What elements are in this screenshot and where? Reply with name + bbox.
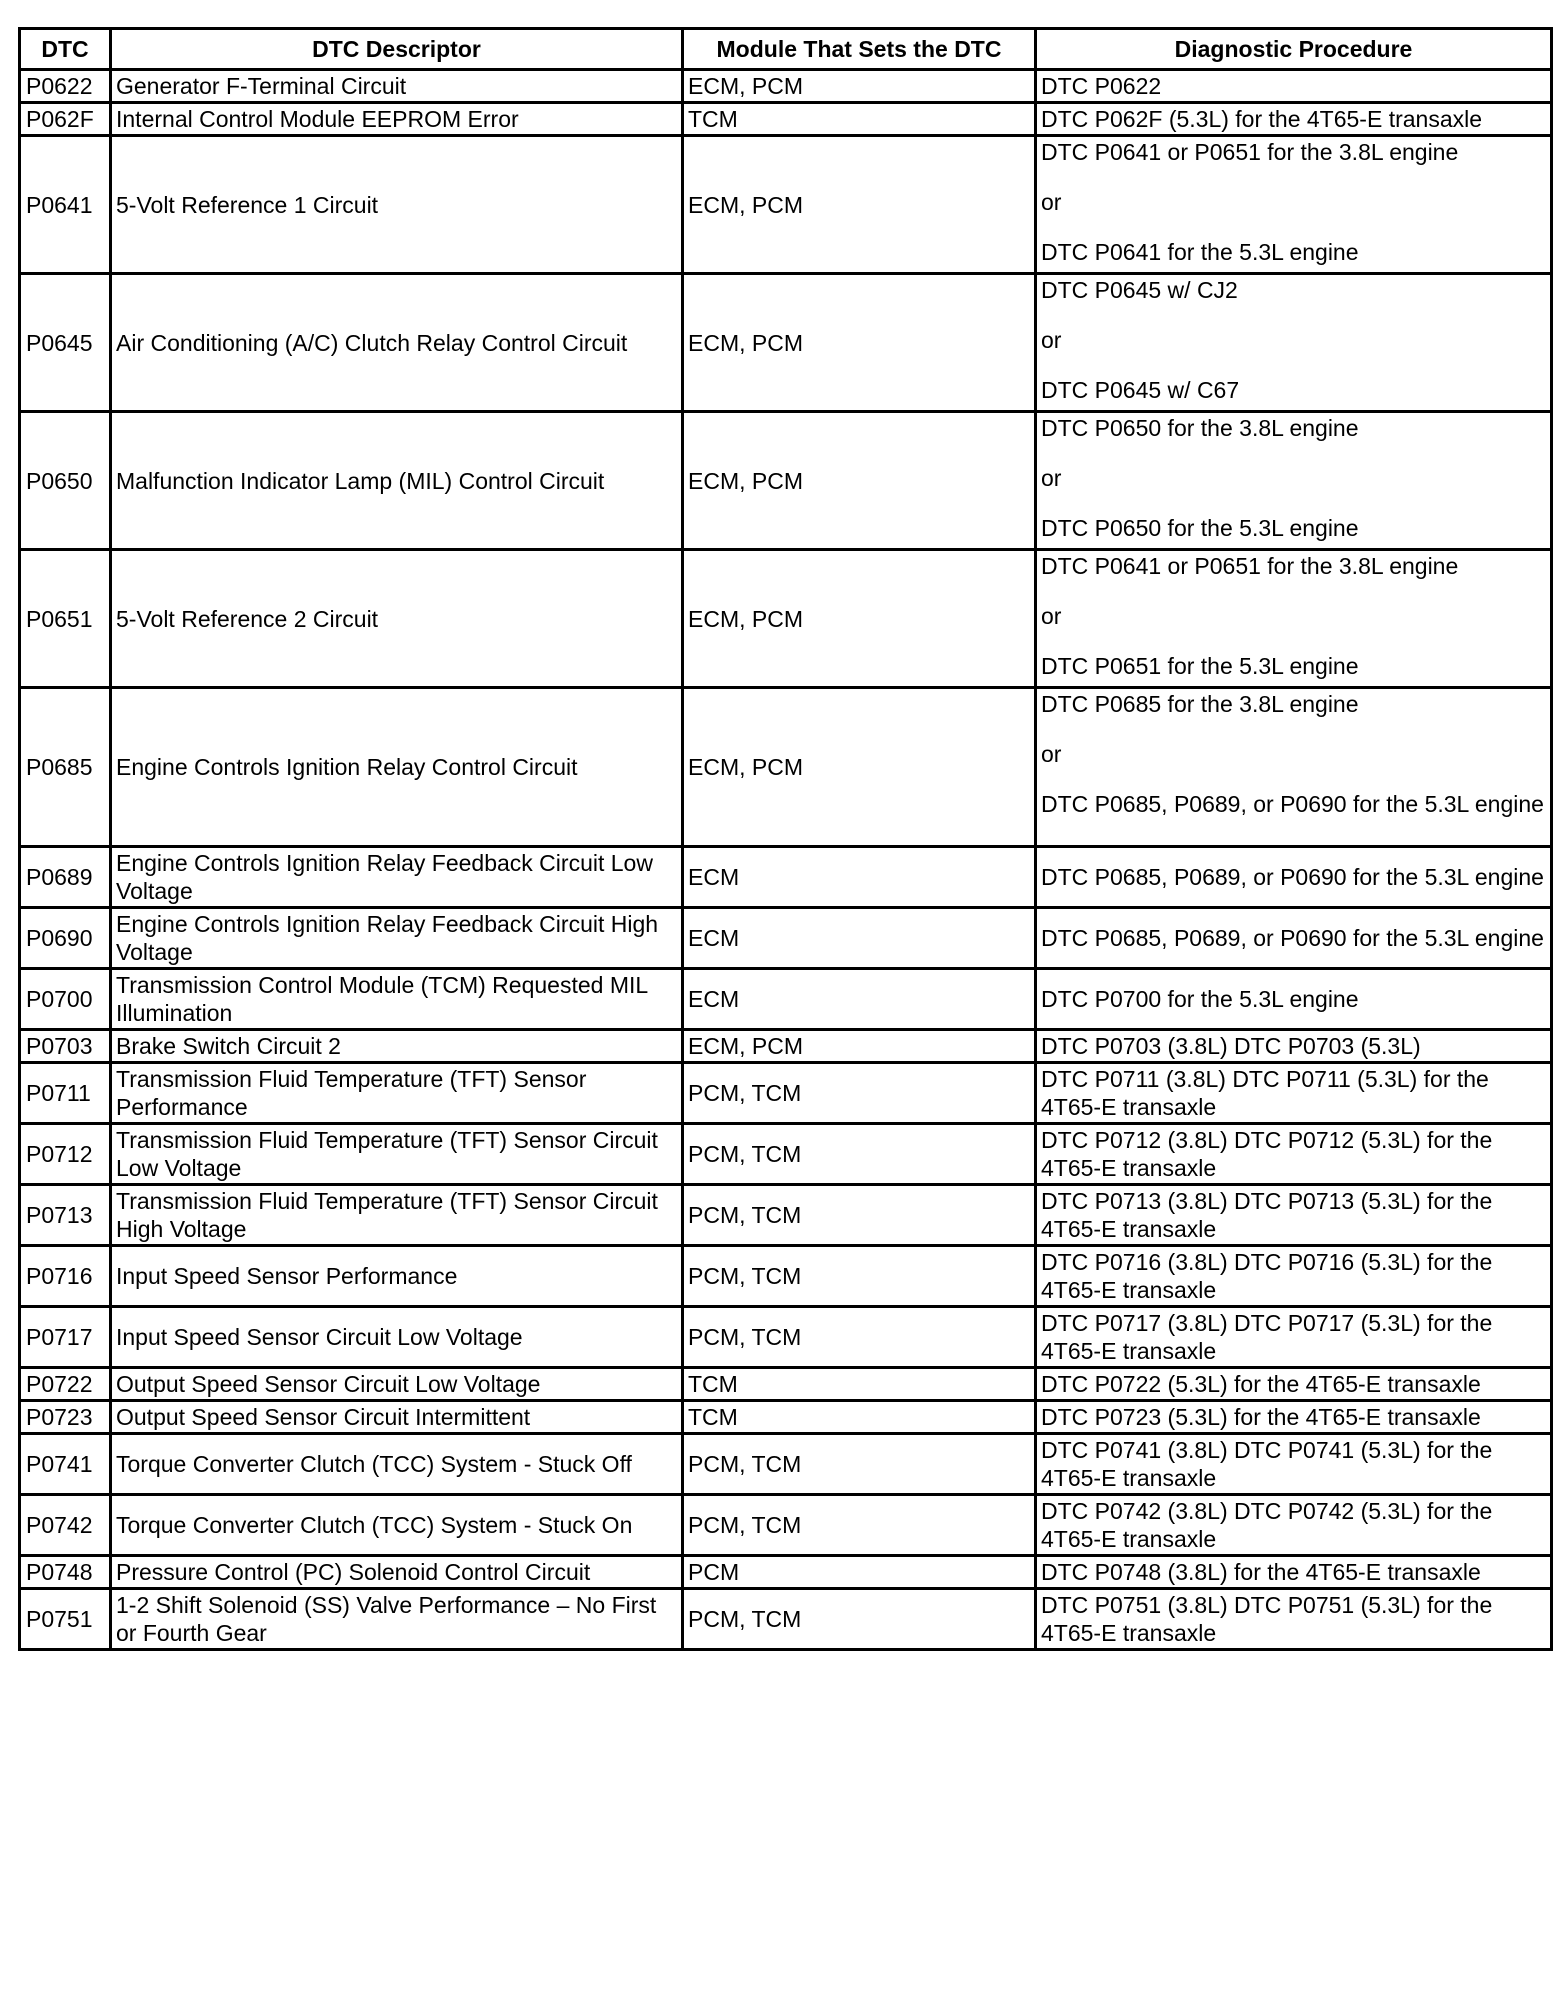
diagnostic-procedure-cell [1036,550,1552,688]
table-row [20,969,1552,1030]
module-cell: PCM, TCM [683,1124,1036,1185]
module-cell: ECM, PCM [683,70,1036,103]
procedure-link-text: DTC P0741 (3.8L) DTC P0741 (5.3L) for the 4T65-E transaxle [1041,1437,1493,1491]
procedure-or-text: or [1041,603,1062,629]
procedure-link-text: DTC P0685, P0689, or P0690 for the 5.3L engine [1041,864,1544,890]
procedure-or-text: or [1041,465,1062,491]
table-row [20,688,1552,847]
procedure-spacer [1041,166,1546,188]
table-row [20,1401,1552,1434]
table-row [20,274,1552,412]
dtc-code-cell: P0641 [20,136,111,274]
dtc-code-cell: P0712 [20,1124,111,1185]
table-row [20,1495,1552,1556]
dtc-code-cell: P0645 [20,274,111,412]
table-row [20,103,1552,136]
procedure-spacer [1041,630,1546,652]
diagnostic-procedure-cell [1036,1030,1552,1063]
dtc-code-cell: P0651 [20,550,111,688]
header-dtc: DTC [20,29,111,70]
dtc-code-cell: P0742 [20,1495,111,1556]
dtc-code-cell: P0723 [20,1401,111,1434]
procedure-spacer [1041,216,1546,238]
dtc-descriptor-cell: Brake Switch Circuit 2 [111,1030,683,1063]
procedure-spacer [1041,354,1546,376]
procedure-link-text: DTC P0703 (3.8L) DTC P0703 (5.3L) [1041,1033,1421,1059]
procedure-or-text: or [1041,741,1062,767]
dtc-code-cell: P0622 [20,70,111,103]
diagnostic-procedure-cell [1036,412,1552,550]
diagnostic-procedure-cell [1036,136,1552,274]
module-cell: PCM, TCM [683,1185,1036,1246]
table-body [20,70,1552,1650]
diagnostic-procedure-cell [1036,969,1552,1030]
module-cell: ECM, PCM [683,412,1036,550]
diagnostic-procedure-cell [1036,1434,1552,1495]
procedure-spacer [1041,580,1546,602]
module-cell: ECM, PCM [683,550,1036,688]
dtc-descriptor-cell: Transmission Control Module (TCM) Requested MIL Illumination [111,969,683,1030]
diagnostic-procedure-cell [1036,1401,1552,1434]
procedure-link-text: DTC P0650 for the 5.3L engine [1041,515,1359,541]
module-cell: ECM, PCM [683,688,1036,847]
module-cell: TCM [683,1368,1036,1401]
procedure-link-text: DTC P0713 (3.8L) DTC P0713 (5.3L) for the 4T65-E transaxle [1041,1188,1493,1242]
dtc-code-cell: P0713 [20,1185,111,1246]
module-cell: ECM [683,908,1036,969]
diagnostic-procedure-cell [1036,1124,1552,1185]
diagnostic-procedure-cell [1036,274,1552,412]
dtc-code-cell: P062F [20,103,111,136]
dtc-code-cell: P0748 [20,1556,111,1589]
table-row [20,412,1552,550]
module-cell: PCM, TCM [683,1063,1036,1124]
procedure-link-text: DTC P0717 (3.8L) DTC P0717 (5.3L) for the 4T65-E transaxle [1041,1310,1493,1364]
module-cell: PCM, TCM [683,1307,1036,1368]
dtc-code-cell: P0711 [20,1063,111,1124]
procedure-link-text: DTC P0716 (3.8L) DTC P0716 (5.3L) for the 4T65-E transaxle [1041,1249,1493,1303]
procedure-spacer [1041,304,1546,326]
header-row [20,29,1552,70]
table-header [20,29,1552,70]
dtc-descriptor-cell: Engine Controls Ignition Relay Feedback Circuit Low Voltage [111,847,683,908]
procedure-link-text: DTC P0685, P0689, or P0690 for the 5.3L engine [1041,925,1544,951]
dtc-code-cell: P0650 [20,412,111,550]
procedure-link-text: DTC P0712 (3.8L) DTC P0712 (5.3L) for the 4T65-E transaxle [1041,1127,1493,1181]
header-diagnostic-procedure: Diagnostic Procedure [1036,29,1552,70]
dtc-descriptor-cell: Torque Converter Clutch (TCC) System - Stuck On [111,1495,683,1556]
diagnostic-procedure-cell [1036,103,1552,136]
diagnostic-procedure-cell [1036,70,1552,103]
procedure-link-text: DTC P0748 (3.8L) for the 4T65-E transaxle [1041,1559,1481,1585]
module-cell: PCM, TCM [683,1434,1036,1495]
diagnostic-procedure-cell [1036,1063,1552,1124]
dtc-code-cell: P0690 [20,908,111,969]
dtc-descriptor-cell: Engine Controls Ignition Relay Control Circuit [111,688,683,847]
procedure-spacer [1041,768,1546,790]
module-cell: PCM, TCM [683,1589,1036,1650]
table-row [20,1307,1552,1368]
dtc-code-cell: P0717 [20,1307,111,1368]
dtc-descriptor-cell: 5-Volt Reference 2 Circuit [111,550,683,688]
module-cell: PCM [683,1556,1036,1589]
module-cell: ECM, PCM [683,136,1036,274]
table-row [20,70,1552,103]
diagnostic-procedure-cell [1036,1589,1552,1650]
table-row [20,847,1552,908]
diagnostic-procedure-cell [1036,847,1552,908]
procedure-spacer [1041,442,1546,464]
diagnostic-procedure-cell [1036,688,1552,847]
module-cell: ECM [683,847,1036,908]
diagnostic-procedure-cell [1036,1495,1552,1556]
dtc-descriptor-cell: Torque Converter Clutch (TCC) System - Stuck Off [111,1434,683,1495]
dtc-code-cell: P0689 [20,847,111,908]
procedure-or-text: or [1041,189,1062,215]
module-cell: ECM [683,969,1036,1030]
module-cell: ECM, PCM [683,274,1036,412]
procedure-link-text: DTC P062F (5.3L) for the 4T65-E transaxle [1041,106,1483,132]
table-row [20,1368,1552,1401]
module-cell: PCM, TCM [683,1495,1036,1556]
module-cell: TCM [683,1401,1036,1434]
dtc-descriptor-cell: 1-2 Shift Solenoid (SS) Valve Performance – No First or Fourth Gear [111,1589,683,1650]
dtc-descriptor-cell: Engine Controls Ignition Relay Feedback Circuit High Voltage [111,908,683,969]
dtc-code-cell: P0703 [20,1030,111,1063]
table-row [20,136,1552,274]
table-row [20,1030,1552,1063]
header-dtc-descriptor: DTC Descriptor [111,29,683,70]
dtc-descriptor-cell: Air Conditioning (A/C) Clutch Relay Control Circuit [111,274,683,412]
dtc-code-cell: P0751 [20,1589,111,1650]
diagnostic-procedure-cell [1036,1556,1552,1589]
module-cell: TCM [683,103,1036,136]
table-row [20,1434,1552,1495]
dtc-descriptor-cell: Generator F-Terminal Circuit [111,70,683,103]
dtc-descriptor-cell: Internal Control Module EEPROM Error [111,103,683,136]
table-row [20,1556,1552,1589]
table-row [20,1589,1552,1650]
procedure-link-text: DTC P0685, P0689, or P0690 for the 5.3L engine [1041,791,1544,817]
procedure-link-text: DTC P0641 or P0651 for the 3.8L engine [1041,553,1459,579]
procedure-link-text: DTC P0685 for the 3.8L engine [1041,691,1359,717]
dtc-descriptor-cell: Input Speed Sensor Circuit Low Voltage [111,1307,683,1368]
header-module: Module That Sets the DTC [683,29,1036,70]
procedure-link-text: DTC P0645 w/ CJ2 [1041,277,1238,303]
dtc-table [18,27,1553,1651]
table-row [20,1185,1552,1246]
dtc-code-cell: P0700 [20,969,111,1030]
procedure-link-text: DTC P0722 (5.3L) for the 4T65-E transaxle [1041,1371,1481,1397]
procedure-link-text: DTC P0645 w/ C67 [1041,377,1240,403]
procedure-link-text: DTC P0641 for the 5.3L engine [1041,239,1359,265]
procedure-link-text: DTC P0751 (3.8L) DTC P0751 (5.3L) for the 4T65-E transaxle [1041,1592,1493,1646]
dtc-descriptor-cell: Pressure Control (PC) Solenoid Control Circuit [111,1556,683,1589]
diagnostic-procedure-cell [1036,908,1552,969]
procedure-link-text: DTC P0622 [1041,73,1162,99]
procedure-link-text: DTC P0650 for the 3.8L engine [1041,415,1359,441]
dtc-descriptor-cell: Input Speed Sensor Performance [111,1246,683,1307]
dtc-descriptor-cell: Output Speed Sensor Circuit Low Voltage [111,1368,683,1401]
dtc-descriptor-cell: Transmission Fluid Temperature (TFT) Sensor Circuit High Voltage [111,1185,683,1246]
dtc-descriptor-cell: Output Speed Sensor Circuit Intermittent [111,1401,683,1434]
procedure-link-text: DTC P0711 (3.8L) DTC P0711 (5.3L) for the 4T65-E transaxle [1041,1066,1489,1120]
procedure-link-text: DTC P0651 for the 5.3L engine [1041,653,1359,679]
procedure-or-text: or [1041,327,1062,353]
dtc-descriptor-cell: Transmission Fluid Temperature (TFT) Sensor Circuit Low Voltage [111,1124,683,1185]
procedure-link-text: DTC P0641 or P0651 for the 3.8L engine [1041,139,1459,165]
dtc-descriptor-cell: Malfunction Indicator Lamp (MIL) Control Circuit [111,412,683,550]
table-row [20,550,1552,688]
procedure-link-text: DTC P0700 for the 5.3L engine [1041,986,1359,1012]
dtc-code-cell: P0722 [20,1368,111,1401]
diagnostic-procedure-cell [1036,1185,1552,1246]
dtc-code-cell: P0716 [20,1246,111,1307]
dtc-descriptor-cell: Transmission Fluid Temperature (TFT) Sensor Performance [111,1063,683,1124]
dtc-code-cell: P0685 [20,688,111,847]
table-row [20,1124,1552,1185]
procedure-spacer [1041,492,1546,514]
table-row [20,908,1552,969]
module-cell: ECM, PCM [683,1030,1036,1063]
table-row [20,1246,1552,1307]
dtc-descriptor-cell: 5-Volt Reference 1 Circuit [111,136,683,274]
diagnostic-procedure-cell [1036,1368,1552,1401]
dtc-code-cell: P0741 [20,1434,111,1495]
procedure-link-text: DTC P0723 (5.3L) for the 4T65-E transaxle [1041,1404,1481,1430]
diagnostic-procedure-cell [1036,1246,1552,1307]
diagnostic-procedure-cell [1036,1307,1552,1368]
table-row [20,1063,1552,1124]
procedure-link-text: DTC P0742 (3.8L) DTC P0742 (5.3L) for the 4T65-E transaxle [1041,1498,1493,1552]
module-cell: PCM, TCM [683,1246,1036,1307]
procedure-spacer [1041,718,1546,740]
